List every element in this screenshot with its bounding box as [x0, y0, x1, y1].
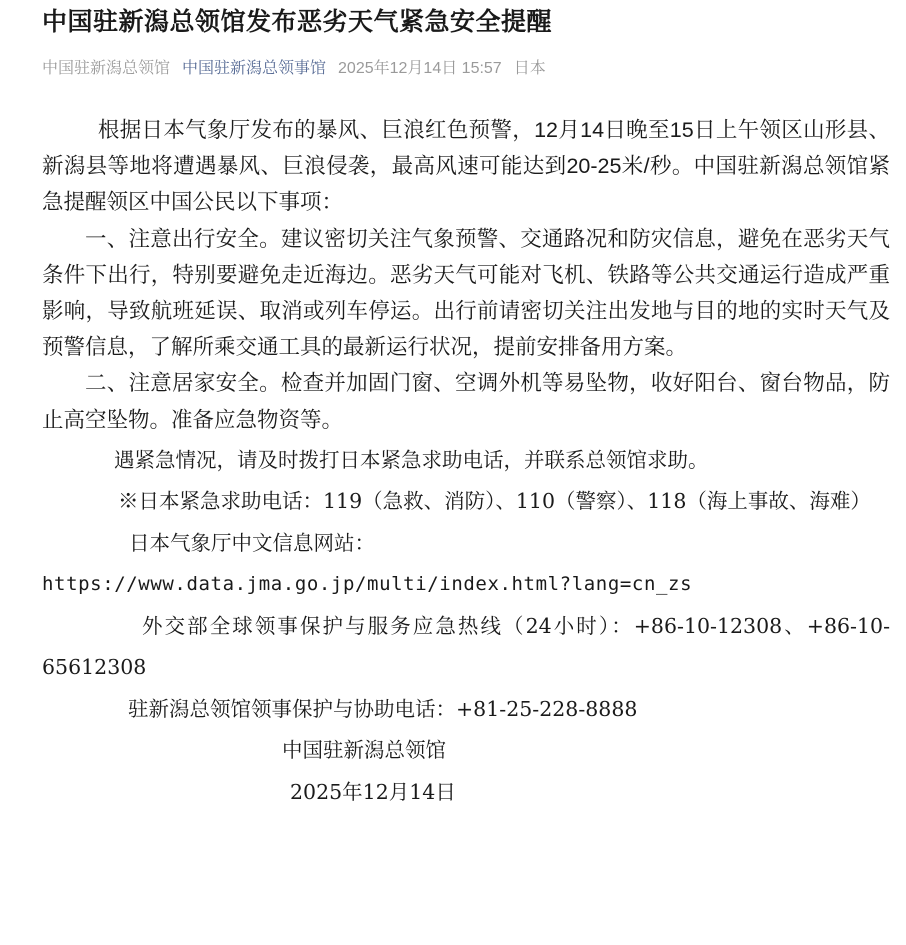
japan-emergency-numbers: ※日本紧急求助电话：119（急救、消防）、110（警察）、118（海上事故、海难）: [118, 489, 871, 514]
publish-datetime: 2025年12月14日 15:57: [338, 60, 502, 77]
emergency-info: [42, 440, 890, 814]
consulate-phone: 驻新潟总领馆领事保护与协助电话：+81-25-228-8888: [128, 696, 638, 721]
account-name-link[interactable]: 中国驻新潟总领事馆: [182, 60, 327, 77]
signature-date: 2025年12月14日: [290, 779, 456, 804]
signature-org: 中国驻新潟总领馆: [282, 738, 446, 763]
paragraph-travel-safety: 一、注意出行安全。建议密切关注气象预警、交通路况和防灾信息，避免在恶劣天气条件下出行，特别要避免走近海边。恶劣天气可能对飞机、铁路等公共交通运行造成严重影响，导致航班延误、取消或列车停运。出行前请密切关注出发地与目的地的实时天气及预警信息，了解所乘交通工具的最新运行状况，提前安排备用方案。: [42, 226, 890, 360]
article: [42, 0, 890, 813]
mfa-hotline: 外交部全球领事保护与服务应急热线（24小时）：+86-10-12308、+86-10-65612308: [42, 613, 890, 680]
jma-site-label: 日本气象厅中文信息网站：: [129, 530, 375, 555]
article-body: [42, 112, 890, 438]
paragraph-intro: 根据日本气象厅发布的暴风、巨浪红色预警，12月14日晚至15日上午领区山形县、新潟县等地将遭遇暴风、巨浪侵袭，最高风速可能达到20-25米/秒。中国驻新潟总领馆紧急提醒领区中国公民以下事项：: [42, 118, 890, 215]
emergency-intro: 遇紧急情况，请及时拨打日本紧急求助电话，并联系总领馆求助。: [114, 447, 709, 472]
author-name: 中国驻新潟总领馆: [42, 60, 171, 77]
jma-site-url[interactable]: https://www.data.jma.go.jp/multi/index.html?lang=cn_zs: [42, 573, 693, 596]
paragraph-home-safety: 二、注意居家安全。检查并加固门窗、空调外机等易坠物，收好阳台、窗台物品，防止高空坠物。准备应急物资等。: [42, 371, 890, 432]
publish-location: 日本: [513, 60, 546, 77]
article-meta: [42, 56, 890, 82]
article-title: 中国驻新潟总领馆发布恶劣天气紧急安全提醒: [42, 8, 553, 36]
